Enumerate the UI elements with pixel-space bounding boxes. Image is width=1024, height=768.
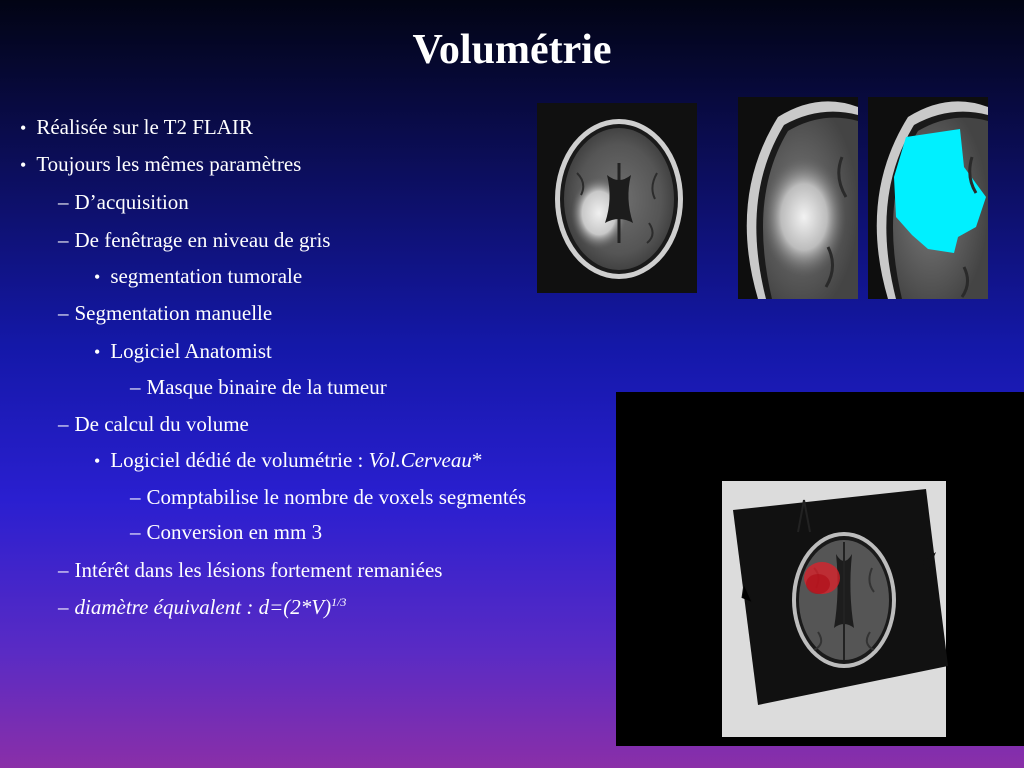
- dash-marker: –: [58, 595, 69, 619]
- bullet-marker: •: [20, 155, 27, 175]
- line-text-suffix: *: [471, 448, 483, 472]
- line-text: Toujours les mêmes paramètres: [36, 152, 302, 176]
- dash-marker: –: [58, 228, 69, 252]
- dash-marker: –: [58, 558, 69, 582]
- bullet-marker: •: [20, 118, 27, 138]
- bullet-line-parametres: [20, 152, 301, 177]
- bullet-line-flair: [20, 115, 253, 140]
- bullet-marker: •: [94, 451, 101, 471]
- formula-exponent: 1/3: [331, 595, 347, 609]
- dash-marker: –: [58, 301, 69, 325]
- line-text-prefix: Logiciel dédié de volumétrie :: [110, 448, 369, 472]
- line-text: Comptabilise le nombre de voxels segmentés: [146, 485, 527, 509]
- line-text: Intérêt dans les lésions fortement remaniées: [74, 558, 443, 582]
- dash-line-fenetrage: [58, 228, 330, 253]
- formula-text: diamètre équivalent : d=(2*V): [74, 595, 332, 619]
- line-text: De calcul du volume: [74, 412, 249, 436]
- software-name: Vol.Cerveau: [368, 448, 472, 472]
- dash-line-voxels: [130, 485, 526, 510]
- bullet-line-anatomist: [94, 339, 272, 364]
- dash-line-acquisition: [58, 190, 189, 215]
- mri-segmentation-mask-image: [868, 97, 988, 299]
- dash-marker: –: [130, 375, 141, 399]
- dash-marker: –: [58, 190, 69, 214]
- line-text: Conversion en mm 3: [146, 520, 323, 544]
- dash-line-diametre: [58, 595, 346, 620]
- mri-axial-flair-image: [537, 103, 697, 293]
- bullet-line-logiciel-volumetrie: [94, 448, 482, 473]
- line-text: Segmentation manuelle: [74, 301, 273, 325]
- dash-line-interet: [58, 558, 442, 583]
- dash-marker: –: [130, 485, 141, 509]
- line-text: segmentation tumorale: [110, 264, 303, 288]
- line-text: D’acquisition: [74, 190, 189, 214]
- dash-line-calcul-volume: [58, 412, 249, 437]
- line-text: Réalisée sur le T2 FLAIR: [36, 115, 253, 139]
- dash-line-masque: [130, 375, 387, 400]
- bullet-marker: •: [94, 267, 101, 287]
- line-text: Masque binaire de la tumeur: [146, 375, 387, 399]
- dash-line-conversion: [130, 520, 322, 545]
- dash-line-segmentation-manuelle: [58, 301, 272, 326]
- dash-marker: –: [130, 520, 141, 544]
- bullet-marker: •: [94, 342, 101, 362]
- dash-marker: –: [58, 412, 69, 436]
- line-text: De fenêtrage en niveau de gris: [74, 228, 331, 252]
- mri-zoomed-lesion-image: [738, 97, 858, 299]
- bullet-line-segmentation-tumorale: [94, 264, 302, 289]
- slide-title: Volumétrie: [412, 27, 612, 73]
- volume-3d-render-panel: [616, 392, 1024, 746]
- line-text: Logiciel Anatomist: [110, 339, 272, 363]
